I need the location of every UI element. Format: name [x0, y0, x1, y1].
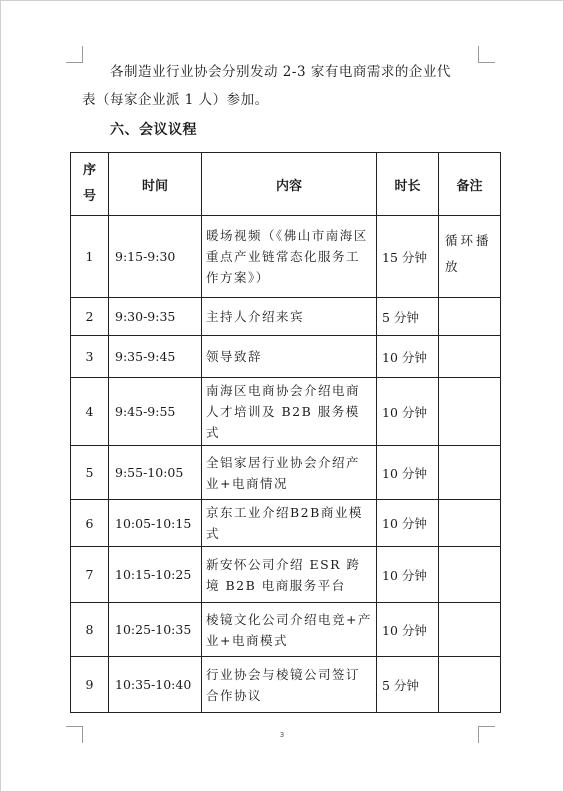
cell-duration: 10 分钟 — [377, 378, 439, 446]
cell-note — [439, 603, 501, 657]
cell-note — [439, 378, 501, 446]
cell-no: 7 — [71, 547, 109, 603]
cell-duration: 5 分钟 — [377, 298, 439, 336]
cell-time: 9:15-9:30 — [109, 216, 202, 298]
cell-note — [439, 657, 501, 713]
cell-duration: 10 分钟 — [377, 603, 439, 657]
cell-time: 10:05-10:15 — [109, 500, 202, 547]
cell-no: 5 — [71, 446, 109, 500]
cell-note — [439, 336, 501, 378]
cell-time: 9:35-9:45 — [109, 336, 202, 378]
header-time: 时间 — [109, 153, 202, 216]
table-row — [71, 500, 501, 547]
cell-time: 10:25-10:35 — [109, 603, 202, 657]
cell-time: 9:45-9:55 — [109, 378, 202, 446]
intro-paragraph — [82, 58, 482, 114]
agenda-table — [70, 152, 501, 713]
cell-time: 10:15-10:25 — [109, 547, 202, 603]
table-header-row — [71, 153, 501, 216]
cell-note — [439, 547, 501, 603]
header-no — [71, 153, 109, 216]
cell-content: 暖场视频（《佛山市南海区重点产业链常态化服务工作方案》） — [202, 216, 377, 298]
crop-mark-top-left — [66, 46, 83, 63]
cell-duration: 10 分钟 — [377, 336, 439, 378]
cell-duration: 10 分钟 — [377, 500, 439, 547]
table-row — [71, 298, 501, 336]
table-row — [71, 378, 501, 446]
cell-duration: 5 分钟 — [377, 657, 439, 713]
cell-duration: 10 分钟 — [377, 547, 439, 603]
table-row — [71, 657, 501, 713]
table-row — [71, 336, 501, 378]
cell-time: 9:30-9:35 — [109, 298, 202, 336]
cell-content: 领导致辞 — [202, 336, 377, 378]
table-row — [71, 547, 501, 603]
cell-content: 棱镜文化公司介绍电竞+产业+电商模式 — [202, 603, 377, 657]
header-duration: 时长 — [377, 153, 439, 216]
cell-content: 京东工业介绍B2B商业模式 — [202, 500, 377, 547]
intro-line-2: 表（每家企业派 1 人）参加。 — [82, 92, 269, 108]
cell-note: 循环播放 — [439, 216, 501, 298]
cell-duration: 15 分钟 — [377, 216, 439, 298]
cell-content: 行业协会与棱镜公司签订合作协议 — [202, 657, 377, 713]
table-row — [71, 446, 501, 500]
cell-note — [439, 500, 501, 547]
cell-no: 8 — [71, 603, 109, 657]
cell-no: 1 — [71, 216, 109, 298]
cell-duration: 10 分钟 — [377, 446, 439, 500]
header-note: 备注 — [439, 153, 501, 216]
header-no-label: 序号 — [82, 163, 96, 204]
section-heading: 六、会议议程 — [110, 122, 197, 138]
header-content: 内容 — [202, 153, 377, 216]
cell-note — [439, 298, 501, 336]
table-row — [71, 216, 501, 298]
cell-content: 南海区电商协会介绍电商人才培训及 B2B 服务模式 — [202, 378, 377, 446]
cell-no: 2 — [71, 298, 109, 336]
cell-time: 9:55-10:05 — [109, 446, 202, 500]
cell-no: 3 — [71, 336, 109, 378]
cell-no: 6 — [71, 500, 109, 547]
cell-no: 9 — [71, 657, 109, 713]
cell-time: 10:35-10:40 — [109, 657, 202, 713]
cell-content: 主持人介绍来宾 — [202, 298, 377, 336]
page-number: 3 — [279, 731, 285, 739]
cell-no: 4 — [71, 378, 109, 446]
cell-content: 新安怀公司介绍 ESR 跨境 B2B 电商服务平台 — [202, 547, 377, 603]
cell-note — [439, 446, 501, 500]
intro-line-1: 各制造业行业协会分别发动 2-3 家有电商需求的企业代 — [110, 64, 451, 80]
table-row — [71, 603, 501, 657]
cell-content: 全铝家居行业协会介绍产业+电商情况 — [202, 446, 377, 500]
